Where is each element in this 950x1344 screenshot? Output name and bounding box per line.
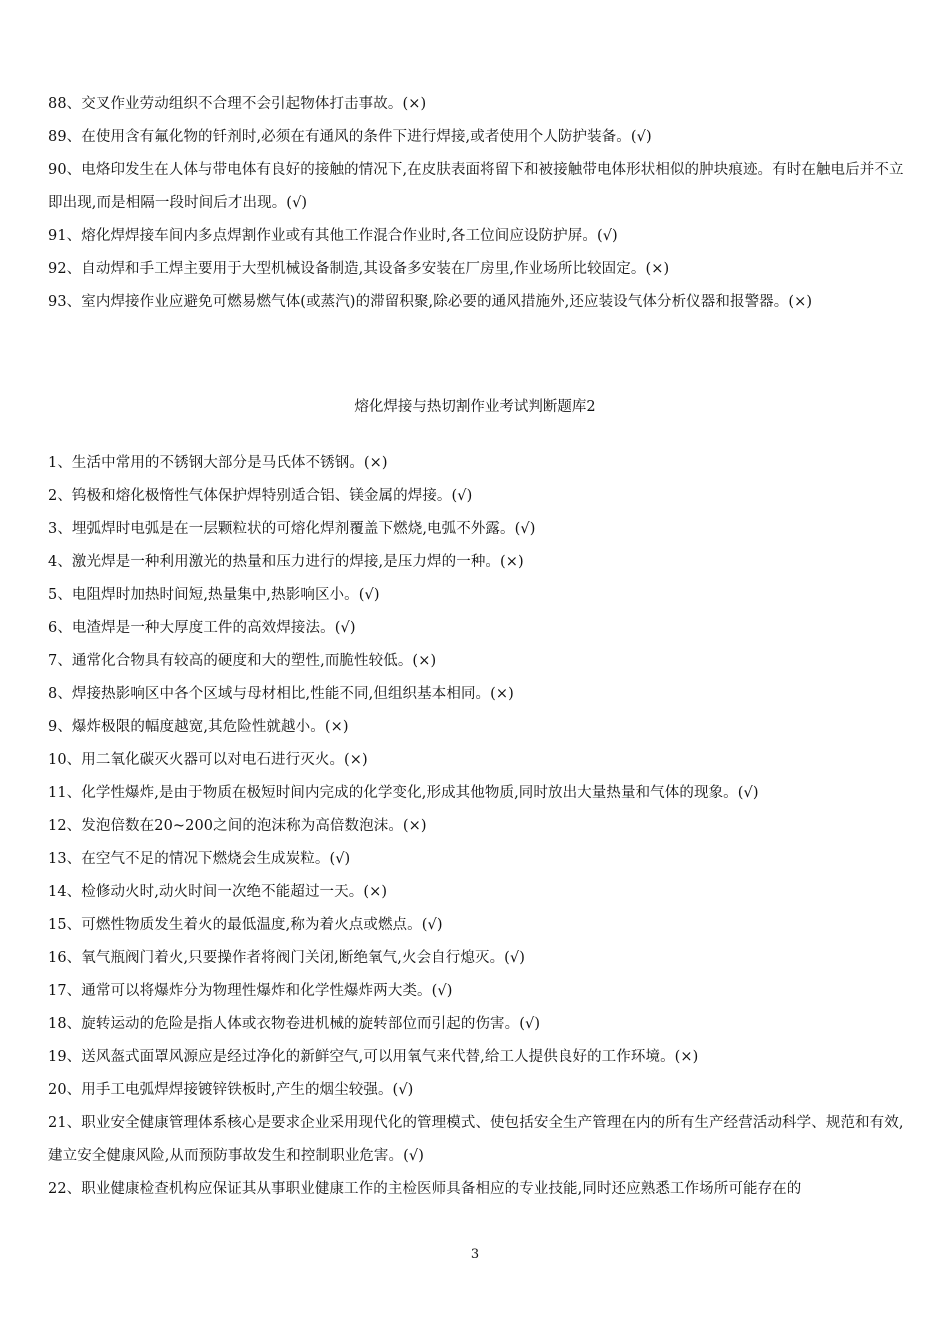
question-17: 17、通常可以将爆炸分为物理性爆炸和化学性爆炸两大类。(√)	[48, 983, 453, 999]
question-6: 6、电渣焊是一种大厚度工件的高效焊接法。(√)	[48, 620, 356, 636]
question-20: 20、用手工电弧焊焊接镀锌铁板时,产生的烟尘较强。(√)	[48, 1082, 414, 1098]
question-5: 5、电阻焊时加热时间短,热量集中,热影响区小。(√)	[48, 587, 380, 603]
question-21: 21、职业安全健康管理体系核心是要求企业采用现代化的管理模式、使包括安全生产管理在内的所有生产经营活动科学、规范和有效,建立安全健康风险,从而预防事故发生和控制职业危害。(√)	[48, 1115, 904, 1164]
page-number: 3	[470, 1247, 480, 1262]
question-11: 11、化学性爆炸,是由于物质在极短时间内完成的化学变化,形成其他物质,同时放出大量热量和气体的现象。(√)	[48, 785, 759, 801]
question-14: 14、检修动火时,动火时间一次绝不能超过一天。(×)	[48, 884, 388, 900]
question-22: 22、职业健康检查机构应保证其从事职业健康工作的主检医师具备相应的专业技能,同时还应熟悉工作场所可能存在的	[48, 1181, 802, 1197]
question-15: 15、可燃性物质发生着火的最低温度,称为着火点或燃点。(√)	[48, 917, 443, 933]
question-list	[48, 447, 908, 1206]
question-2: 2、钨极和熔化极惰性气体保护焊特别适合铝、镁金属的焊接。(√)	[48, 488, 473, 504]
question-13: 13、在空气不足的情况下燃烧会生成炭粒。(√)	[48, 851, 351, 867]
question-91: 91、熔化焊焊接车间内多点焊割作业或有其他工作混合作业时,各工位间应设防护屏。(√)	[48, 228, 618, 244]
question-16: 16、氧气瓶阀门着火,只要操作者将阀门关闭,断绝氧气,火会自行熄灭。(√)	[48, 950, 526, 966]
question-4: 4、激光焊是一种利用激光的热量和压力进行的焊接,是压力焊的一种。(×)	[48, 554, 524, 570]
question-9: 9、爆炸极限的幅度越宽,其危险性就越小。(×)	[48, 719, 349, 735]
question-90: 90、电烙印发生在人体与带电体有良好的接触的情况下,在皮肤表面将留下和被接触带电体形状相似的肿块痕迹。有时在触电后并不立即出现,而是相隔一段时间后才出现。(√)	[48, 162, 904, 211]
question-7: 7、通常化合物具有较高的硬度和大的塑性,而脆性较低。(×)	[48, 653, 437, 669]
question-89: 89、在使用含有氟化物的钎剂时,必须在有通风的条件下进行焊接,或者使用个人防护装备。(√)	[48, 129, 652, 145]
section-title: 熔化焊接与热切割作业考试判断题库2	[354, 399, 596, 415]
question-list-continued	[48, 88, 908, 319]
question-88: 88、交叉作业劳动组织不合理不会引起物体打击事故。(×)	[48, 96, 427, 112]
question-18: 18、旋转运动的危险是指人体或衣物卷进机械的旋转部位而引起的伤害。(√)	[48, 1016, 541, 1032]
question-92: 92、自动焊和手工焊主要用于大型机械设备制造,其设备多安装在厂房里,作业场所比较固定。(×)	[48, 261, 670, 277]
question-3: 3、埋弧焊时电弧是在一层颗粒状的可熔化焊剂覆盖下燃烧,电弧不外露。(√)	[48, 521, 536, 537]
question-1: 1、生活中常用的不锈钢大部分是马氏体不锈钢。(×)	[48, 455, 388, 471]
question-12: 12、发泡倍数在20~200之间的泡沫称为高倍数泡沫。(×)	[48, 818, 427, 834]
question-19: 19、送风盔式面罩风源应是经过净化的新鲜空气,可以用氧气来代替,给工人提供良好的工作环境。(×)	[48, 1049, 699, 1065]
question-10: 10、用二氧化碳灭火器可以对电石进行灭火。(×)	[48, 752, 368, 768]
question-93: 93、室内焊接作业应避免可燃易燃气体(或蒸汽)的滞留积聚,除必要的通风措施外,还应装设气体分析仪器和报警器。(×)	[48, 294, 813, 310]
question-8: 8、焊接热影响区中各个区域与母材相比,性能不同,但组织基本相同。(×)	[48, 686, 514, 702]
